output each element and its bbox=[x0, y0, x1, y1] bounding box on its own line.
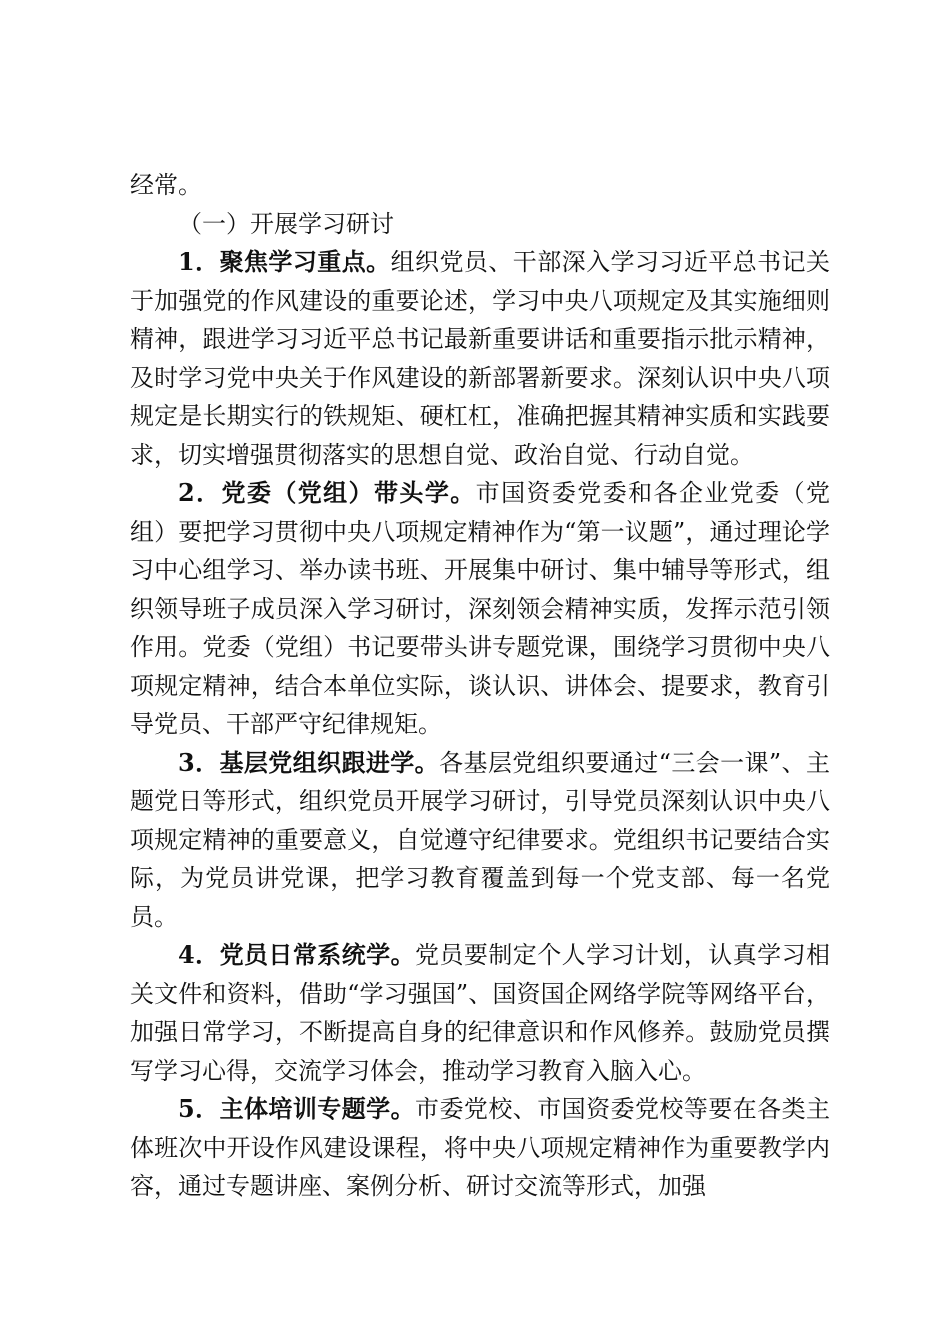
continuation-text: 经常。 bbox=[130, 171, 202, 199]
section-heading: （一）开展学习研讨 bbox=[178, 209, 394, 238]
document-body bbox=[130, 166, 830, 1206]
paragraph-item-3 bbox=[130, 744, 830, 937]
item-2-body: 市国资委党委和各企业党委（党组）要把学习贯彻中央八项规定精神作为“第一议题”，通过理论学习中心组学习、举办读书班、开展集中研讨、集中辅导等形式，组织领导班子成员深入学习研讨，深刻领会精神实质，发挥示范引领作用。党委（党组）书记要带头讲专题党课，围绕学习贯彻中央八项规定精神，结合本单位实际，谈认识、讲体会、提要求，教育引导党员、干部严守纪律规矩。 bbox=[130, 479, 831, 738]
item-3-lead: 3．基层党组织跟进学。 bbox=[178, 747, 440, 777]
item-2-lead: 2．党委（党组）带头学。 bbox=[178, 478, 476, 507]
item-4-lead: 4．党员日常系统学。 bbox=[178, 940, 416, 969]
item-4-body: 党员要制定个人学习计划，认真学习相关文件和资料，借助“学习强国”、国资国企网络学院等网络平台，加强日常学习，不断提高自身的纪律意识和作风修养。鼓励党员撰写学习心得，交流学习体会，推动学习教育入脑入心。 bbox=[130, 941, 830, 1085]
paragraph-item-1 bbox=[130, 243, 830, 474]
item-5-lead: 5．主体培训专题学。 bbox=[178, 1094, 416, 1123]
item-5-body: 市委党校、市国资委党校等要在各类主体班次中开设作风建设课程，将中央八项规定精神作为重要教学内容，通过专题讲座、案例分析、研讨交流等形式，加强 bbox=[130, 1095, 830, 1200]
item-1-body: 组织党员、干部深入学习习近平总书记关于加强党的作风建设的重要论述，学习中央八项规定及其实施细则精神，跟进学习习近平总书记最新重要讲话和重要指示批示精神，及时学习党中央关于作风建设的新部署新要求。深刻认识中央八项规定是长期实行的铁规矩、硬杠杠，准确把握其精神实质和实践要求，切实增强贯彻落实的思想自觉、政治自觉、行动自觉。 bbox=[130, 248, 830, 469]
item-1-lead: 1．聚焦学习重点。 bbox=[178, 247, 391, 276]
paragraph-item-5 bbox=[130, 1090, 830, 1206]
paragraph-item-4 bbox=[130, 936, 830, 1090]
item-3-body: 各基层党组织要通过“三会一课”、主题党日等形式，组织党员开展学习研讨，引导党员深刻认识中央八项规定精神的重要意义，自觉遵守纪律要求。党组织书记要结合实际，为党员讲党课，把学习教育覆盖到每一个党支部、每一名党员。 bbox=[130, 748, 830, 931]
paragraph-item-2 bbox=[130, 474, 830, 744]
